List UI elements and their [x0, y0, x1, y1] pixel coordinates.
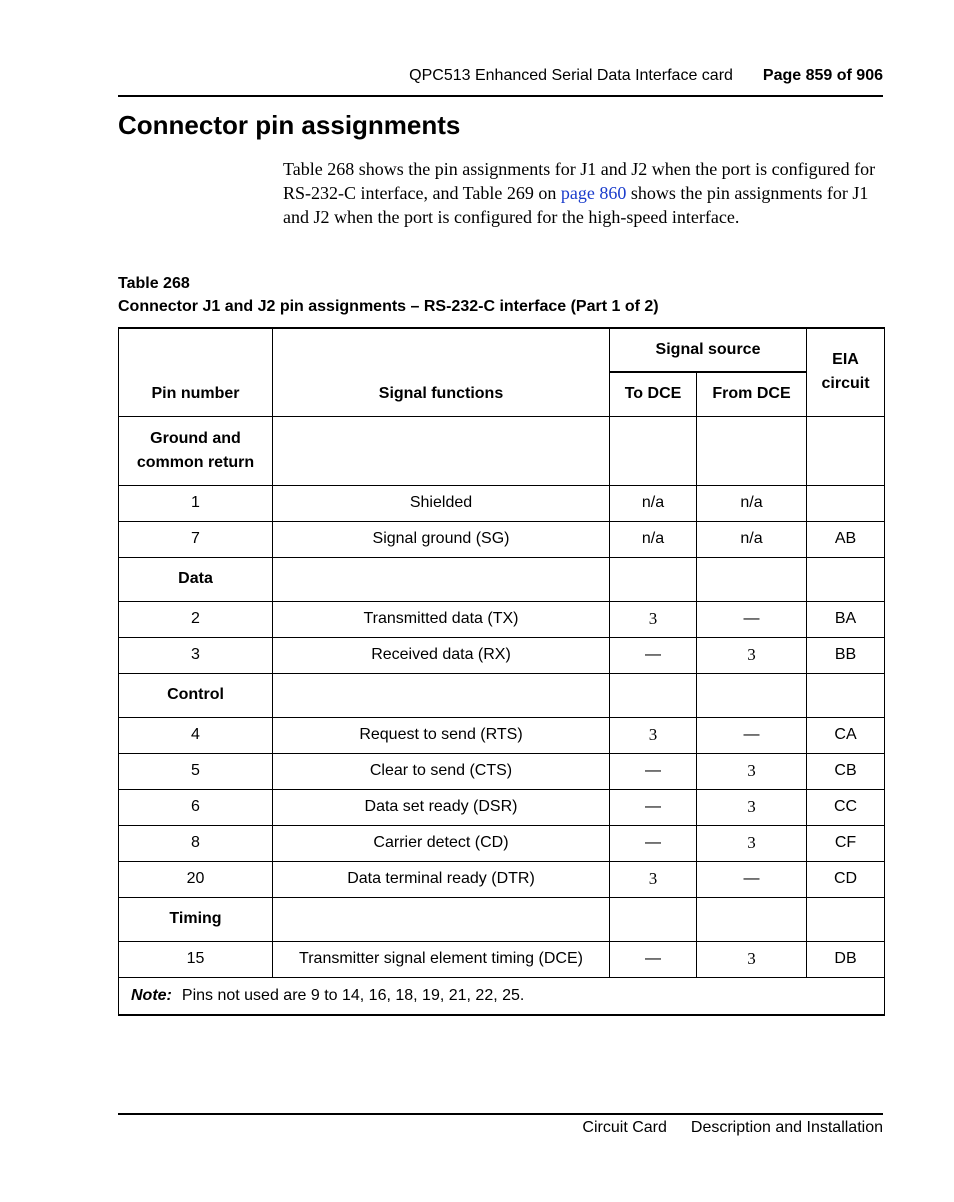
pin-cell: 20 — [119, 861, 273, 897]
table-row — [119, 637, 885, 673]
intro-text-end: shows the pin assignments for J1 and J2 when the port is configured for the high-speed interface. — [283, 183, 869, 227]
to-dce-cell: 3 — [610, 717, 697, 753]
from-dce-cell: 3 — [697, 789, 807, 825]
header-to-dce: To DCE — [610, 372, 697, 416]
from-dce-cell: 3 — [697, 753, 807, 789]
group-label: Ground and common return — [119, 416, 273, 485]
document-title: QPC513 Enhanced Serial Data Interface card — [409, 67, 733, 84]
group-row-data — [119, 557, 885, 601]
eia-cell: BB — [807, 637, 885, 673]
eia-cell — [807, 485, 885, 521]
header-rule — [118, 95, 883, 97]
from-dce-cell: 3 — [697, 825, 807, 861]
footer-right: Description and Installation — [690, 1119, 883, 1136]
page-860-link[interactable]: page 860 — [560, 183, 627, 203]
from-dce-cell: — — [697, 601, 807, 637]
pin-cell: 5 — [119, 753, 273, 789]
eia-cell: CB — [807, 753, 885, 789]
function-cell: Received data (RX) — [273, 637, 610, 673]
pin-cell: 4 — [119, 717, 273, 753]
from-dce-cell: n/a — [697, 521, 807, 557]
pin-cell: 8 — [119, 825, 273, 861]
header-signal-functions: Signal functions — [273, 328, 610, 416]
pin-cell: 15 — [119, 941, 273, 977]
to-dce-cell: — — [610, 825, 697, 861]
footer-left: Circuit Card — [582, 1119, 667, 1136]
header-eia-circuit: EIA circuit — [807, 328, 885, 416]
page-number: Page 859 of 906 — [762, 67, 883, 84]
function-cell: Request to send (RTS) — [273, 717, 610, 753]
to-dce-cell: 3 — [610, 861, 697, 897]
table-number: Table 268 — [118, 275, 190, 292]
eia-cell: CF — [807, 825, 885, 861]
table-row — [119, 825, 885, 861]
function-cell: Transmitted data (TX) — [273, 601, 610, 637]
from-dce-cell: — — [697, 717, 807, 753]
eia-cell: CD — [807, 861, 885, 897]
pin-cell: 1 — [119, 485, 273, 521]
group-label: Timing — [119, 897, 273, 941]
table-caption — [118, 272, 888, 318]
table-row — [119, 753, 885, 789]
page-header — [118, 66, 883, 86]
pin-cell: 2 — [119, 601, 273, 637]
eia-cell: AB — [807, 521, 885, 557]
section-title: Connector pin assignments — [118, 110, 461, 140]
page-footer — [118, 1118, 883, 1138]
function-cell: Transmitter signal element timing (DCE) — [273, 941, 610, 977]
to-dce-cell: — — [610, 789, 697, 825]
function-cell: Shielded — [273, 485, 610, 521]
pin-assignment-table — [118, 327, 885, 1016]
table-note — [119, 977, 885, 1015]
to-dce-cell: — — [610, 637, 697, 673]
table-note-row — [119, 977, 885, 1015]
from-dce-cell: 3 — [697, 637, 807, 673]
to-dce-cell: n/a — [610, 521, 697, 557]
header-from-dce: From DCE — [697, 372, 807, 416]
pin-cell: 6 — [119, 789, 273, 825]
pin-cell: 7 — [119, 521, 273, 557]
function-cell: Signal ground (SG) — [273, 521, 610, 557]
function-cell: Data set ready (DSR) — [273, 789, 610, 825]
footer-rule — [118, 1113, 883, 1115]
function-cell: Carrier detect (CD) — [273, 825, 610, 861]
group-label: Data — [119, 557, 273, 601]
table-row — [119, 941, 885, 977]
header-pin-number: Pin number — [119, 328, 273, 416]
group-row-timing — [119, 897, 885, 941]
eia-cell: BA — [807, 601, 885, 637]
function-cell: Clear to send (CTS) — [273, 753, 610, 789]
group-label: Control — [119, 673, 273, 717]
table-row — [119, 861, 885, 897]
eia-cell: CC — [807, 789, 885, 825]
intro-paragraph — [283, 157, 888, 229]
from-dce-cell: n/a — [697, 485, 807, 521]
table-row — [119, 717, 885, 753]
note-text: Pins not used are 9 to 14, 16, 18, 19, 21, 22, 25. — [181, 986, 525, 1004]
to-dce-cell: n/a — [610, 485, 697, 521]
table-row — [119, 601, 885, 637]
table-title: Connector J1 and J2 pin assignments – RS-232-C interface (Part 1 of 2) — [118, 298, 659, 315]
eia-cell: CA — [807, 717, 885, 753]
group-row-control — [119, 673, 885, 717]
intro-text-start: Table 268 shows the pin assignments for J1 and J2 when the port is configured for RS-232-C interface, and Table 269 on — [283, 159, 876, 203]
from-dce-cell: 3 — [697, 941, 807, 977]
to-dce-cell: — — [610, 753, 697, 789]
to-dce-cell: 3 — [610, 601, 697, 637]
table-row — [119, 789, 885, 825]
table-row — [119, 521, 885, 557]
group-row-ground — [119, 416, 885, 485]
table-row — [119, 485, 885, 521]
pin-cell: 3 — [119, 637, 273, 673]
from-dce-cell: — — [697, 861, 807, 897]
eia-cell: DB — [807, 941, 885, 977]
note-label: Note: — [131, 986, 172, 1004]
to-dce-cell: — — [610, 941, 697, 977]
function-cell: Data terminal ready (DTR) — [273, 861, 610, 897]
header-signal-source: Signal source — [610, 328, 807, 372]
